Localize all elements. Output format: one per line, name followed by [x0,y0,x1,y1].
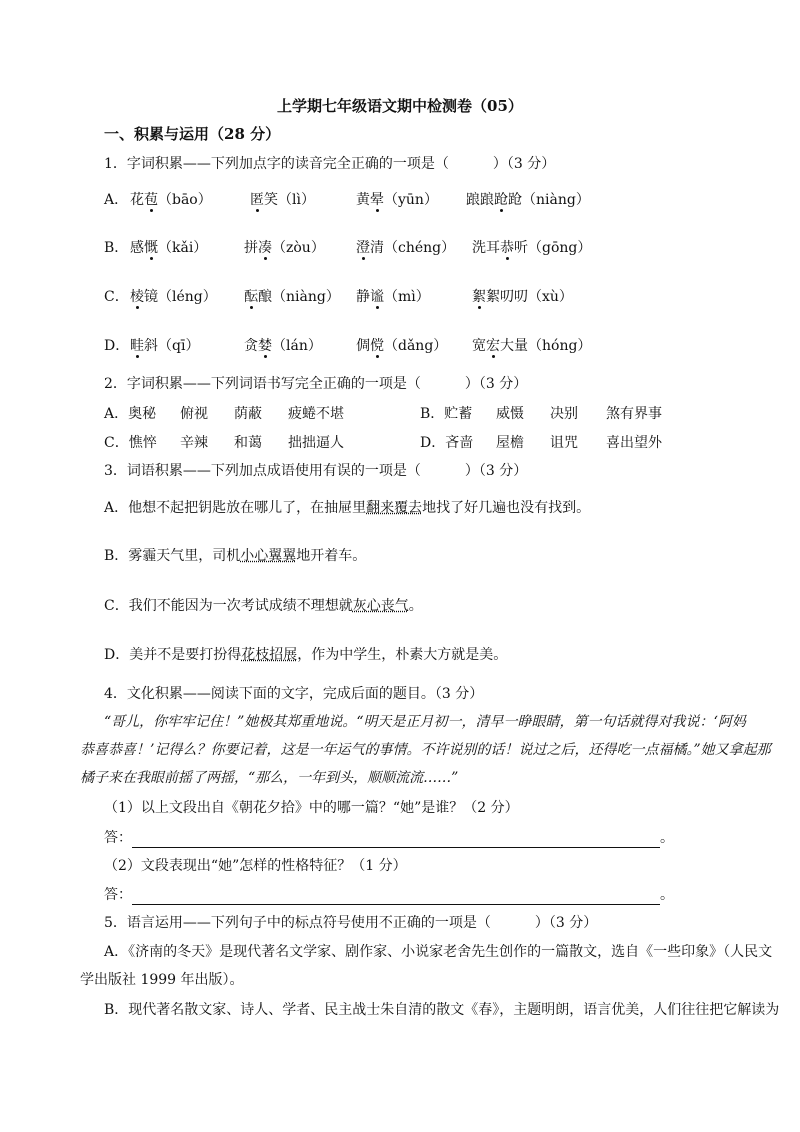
question-1-stem: 1．字词积累——下列加点字的读音完全正确的一项是（ ）（3 分） [104,156,556,172]
answer-line-2[interactable]: 答： 。 [104,887,674,903]
answer-line-1[interactable]: 答： 。 [104,830,674,846]
question-4-stem: 4．文化积累——阅读下面的文字，完成后面的题目。（3 分） [104,686,484,702]
question-3-option-a: A．他想不起把钥匙放在哪儿了，在抽屉里翻来覆去地找了好几遍也没有找到。 [104,500,591,516]
question-3-option-b: B．雾霾天气里，司机小心翼翼地开着车。 [104,548,367,564]
question-2-stem: 2．字词积累——下列词语书写完全正确的一项是（ ）（3 分） [104,376,528,392]
question-5-option-a-line-2: 学出版社 1999 年出版）。 [80,972,244,988]
passage-line-2: 恭喜恭喜！’记得么？你要记着，这是一年运气的事情。不许说别的话！说过之后，还得吃一点福橘。”她又拿起那 [80,742,771,758]
question-5-stem: 5．语言运用——下列句子中的标点符号使用不正确的一项是（ ）（3 分） [104,915,598,931]
section-heading: 一、积累与运用（28 分） [104,125,281,143]
question-4-sub-2: （2）文段表现出“她”怎样的性格特征？（1 分） [104,858,407,874]
passage-line-1: “哥儿，你牢牢记住！”她极其郑重地说。“明天是正月初一，清早一睁眼睛，第一句话就得对我说：‘阿妈 [104,714,746,730]
page-title: 上学期七年级语文期中检测卷（05） [277,97,523,115]
question-4-sub-1: （1）以上文段出自《朝花夕拾》中的哪一篇？“她”是谁？（2 分） [104,800,519,816]
passage-line-3: 橘子来在我眼前摇了两摇，“那么，一年到头，顺顺流流……” [80,770,459,786]
question-5-option-a-line-1: A．《济南的冬天》是现代著名文学家、剧作家、小说家老舍先生创作的一篇散文，选自《一些印象》（人民文 [104,944,773,960]
question-3-stem: 3．词语积累——下列加点成语使用有误的一项是（ ）（3 分） [104,463,528,479]
question-3-option-c: C．我们不能因为一次考试成绩不理想就灰心丧气。 [104,598,423,614]
question-5-option-b-line-1: B．现代著名散文家、诗人、学者、民主战士朱自清的散文《春》，主题明朗，语言优美，人们往往把它解读为 [104,1002,780,1018]
question-3-option-d: D．美并不是要打扮得花枝招展，作为中学生，朴素大方就是美。 [104,647,508,663]
